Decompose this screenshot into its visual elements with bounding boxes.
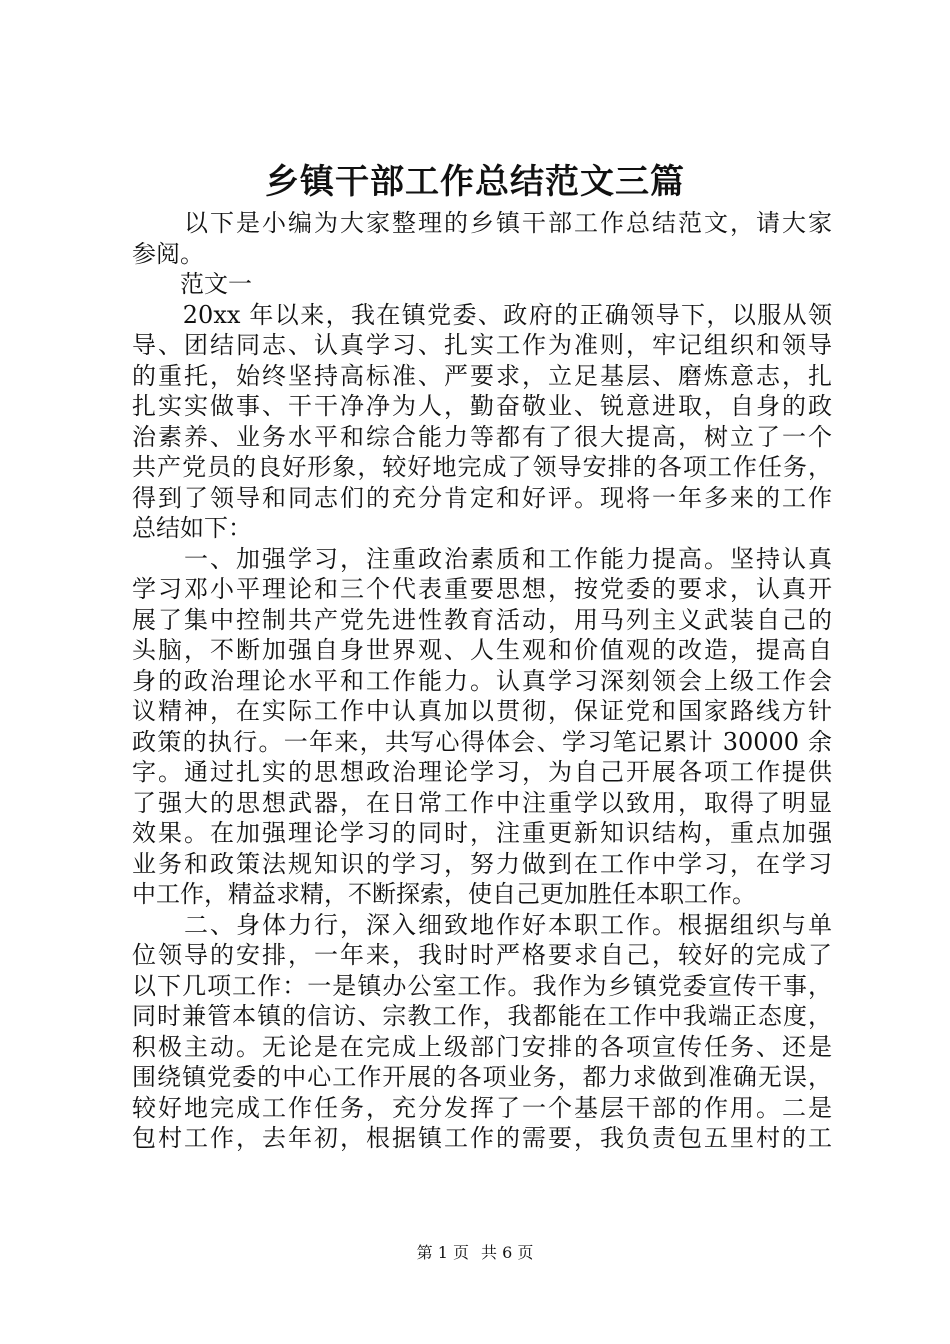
body-line: 积极主动。无论是在完成上级部门安排的各项宣传任务、还是 <box>132 1032 832 1061</box>
body-line: 身的政治理论水平和工作能力。认真学习深刻领会上级工作会 <box>132 666 832 695</box>
body-line: 20xx 年以来，我在镇党委、政府的正确领导下，以服从领 <box>132 300 832 329</box>
body-line: 共产党员的良好形象，较好地完成了领导安排的各项工作任务， <box>132 453 832 481</box>
body-line: 学习邓小平理论和三个代表重要思想，按党委的要求，认真开 <box>132 575 832 603</box>
body-line: 的重托，始终坚持高标准、严要求，立足基层、磨炼意志，扎 <box>132 361 832 390</box>
body-line: 了强大的思想武器，在日常工作中注重学以致用，取得了明显 <box>132 788 832 817</box>
document-title: 乡镇干部工作总结范文三篇 <box>265 162 685 202</box>
body-line: 以下几项工作：一是镇办公室工作。我作为乡镇党委宣传干事， <box>132 971 832 1000</box>
body-line: 头脑，不断加强自身世界观、人生观和价值观的改造，提高自 <box>132 636 832 664</box>
body-line: 议精神，在实际工作中认真加以贯彻，保证党和国家路线方针 <box>132 697 832 725</box>
body-line: 展了集中控制共产党先进性教育活动，用马列主义武装自己的 <box>132 605 832 634</box>
body-line: 围绕镇党委的中心工作开展的各项业务，都力求做到准确无误， <box>132 1063 832 1091</box>
body-line: 范文一 <box>132 270 252 298</box>
body-line: 治素养、业务水平和综合能力等都有了很大提高，树立了一个 <box>132 422 832 451</box>
page-number: 第 1 页 <box>416 1243 469 1262</box>
document-body <box>132 208 832 1154</box>
body-line: 同时兼管本镇的信访、宗教工作，我都能在工作中我端正态度， <box>132 1002 832 1030</box>
body-line: 字。通过扎实的思想政治理论学习，为自己开展各项工作提供 <box>132 758 832 786</box>
body-line: 包村工作，去年初，根据镇工作的需要，我负责包五里村的工 <box>132 1124 832 1152</box>
body-line: 以下是小编为大家整理的乡镇干部工作总结范文，请大家 <box>132 209 832 237</box>
page-total: 共 6 页 <box>481 1243 534 1262</box>
body-line: 得到了领导和同志们的充分肯定和好评。现将一年多来的工作 <box>132 483 832 512</box>
body-line: 一、加强学习，注重政治素质和工作能力提高。坚持认真 <box>132 544 832 573</box>
body-line: 导、团结同志、认真学习、扎实工作为准则，牢记组织和领导 <box>132 331 832 359</box>
body-line: 参阅。 <box>132 239 204 268</box>
body-line: 扎实实做事、干干净净为人，勤奋敬业、锐意进取，自身的政 <box>132 392 832 420</box>
body-line: 中工作，精益求精，不断探索，使自己更加胜任本职工作。 <box>132 880 756 908</box>
body-line: 位领导的安排，一年来，我时时严格要求自己，较好的完成了 <box>132 941 832 969</box>
body-line: 总结如下： <box>132 514 252 542</box>
body-line: 业务和政策法规知识的学习，努力做到在工作中学习，在学习 <box>132 849 832 878</box>
body-line: 政策的执行。一年来，共写心得体会、学习笔记累计 30000 余 <box>132 727 832 756</box>
body-line: 二、身体力行，深入细致地作好本职工作。根据组织与单 <box>132 910 832 939</box>
body-line: 较好地完成工作任务，充分发挥了一个基层干部的作用。二是 <box>132 1093 832 1122</box>
body-line: 效果。在加强理论学习的同时，注重更新知识结构，重点加强 <box>132 819 832 847</box>
page-footer <box>0 1242 950 1264</box>
